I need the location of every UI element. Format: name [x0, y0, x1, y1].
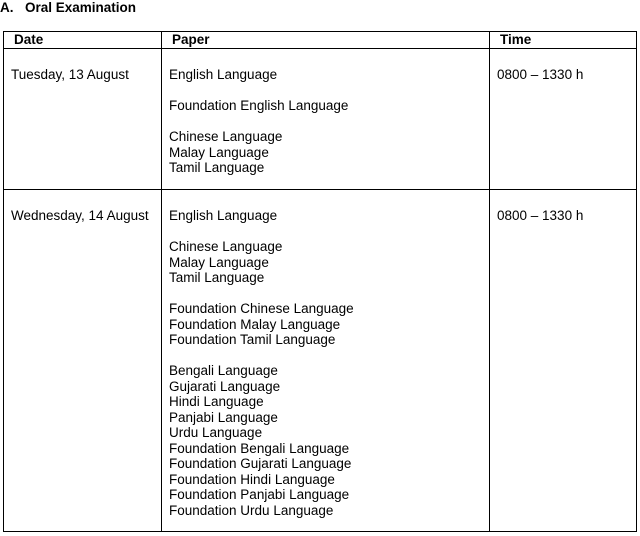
paper-item: Foundation English Language	[169, 98, 349, 113]
paper-item: Bengali Language	[169, 363, 278, 378]
exam-time: 0800 – 1330 h	[497, 67, 584, 82]
paper-item: Hindi Language	[169, 394, 264, 409]
paper-item: Urdu Language	[169, 425, 263, 440]
paper-item: Gujarati Language	[169, 378, 281, 394]
table-row	[4, 190, 637, 532]
paper-item: Malay Language	[169, 144, 269, 160]
paper-item: English Language	[169, 208, 278, 223]
paper-item: Foundation Chinese Language	[169, 301, 354, 316]
paper-item: Foundation Bengali Language	[169, 440, 350, 456]
column-header-paper: Paper	[162, 32, 490, 49]
paper-item: Chinese Language	[169, 239, 283, 254]
section-heading	[0, 0, 136, 16]
section-title: Oral Examination	[25, 0, 137, 15]
paper-cell	[162, 49, 490, 190]
paper-item: Malay Language	[169, 254, 269, 270]
paper-list	[169, 67, 489, 176]
oral-exam-schedule-table	[3, 31, 637, 532]
paper-item: Chinese Language	[169, 129, 283, 144]
column-header-time: Time	[490, 32, 637, 49]
paper-item: Foundation Tamil Language	[169, 332, 336, 347]
table-row	[4, 49, 637, 190]
paper-cell	[162, 190, 490, 532]
section-letter: A.	[0, 0, 14, 15]
paper-item: Foundation Panjabi Language	[169, 487, 350, 502]
time-cell	[490, 190, 637, 532]
paper-item: Tamil Language	[169, 270, 265, 285]
paper-item: Foundation Malay Language	[169, 316, 341, 332]
paper-list	[169, 208, 489, 518]
column-header-date: Date	[4, 32, 162, 49]
paper-item: Tamil Language	[169, 160, 265, 175]
table-header-row	[4, 32, 637, 49]
time-cell	[490, 49, 637, 190]
paper-item: Panjabi Language	[169, 409, 278, 425]
date-cell	[4, 190, 162, 532]
paper-item: Foundation Gujarati Language	[169, 456, 352, 471]
paper-item: Foundation Urdu Language	[169, 502, 334, 518]
paper-item: English Language	[169, 67, 278, 82]
exam-time: 0800 – 1330 h	[497, 208, 584, 223]
exam-date: Tuesday, 13 August	[11, 67, 129, 82]
exam-date: Wednesday, 14 August	[11, 208, 149, 223]
paper-item: Foundation Hindi Language	[169, 471, 335, 487]
date-cell	[4, 49, 162, 190]
